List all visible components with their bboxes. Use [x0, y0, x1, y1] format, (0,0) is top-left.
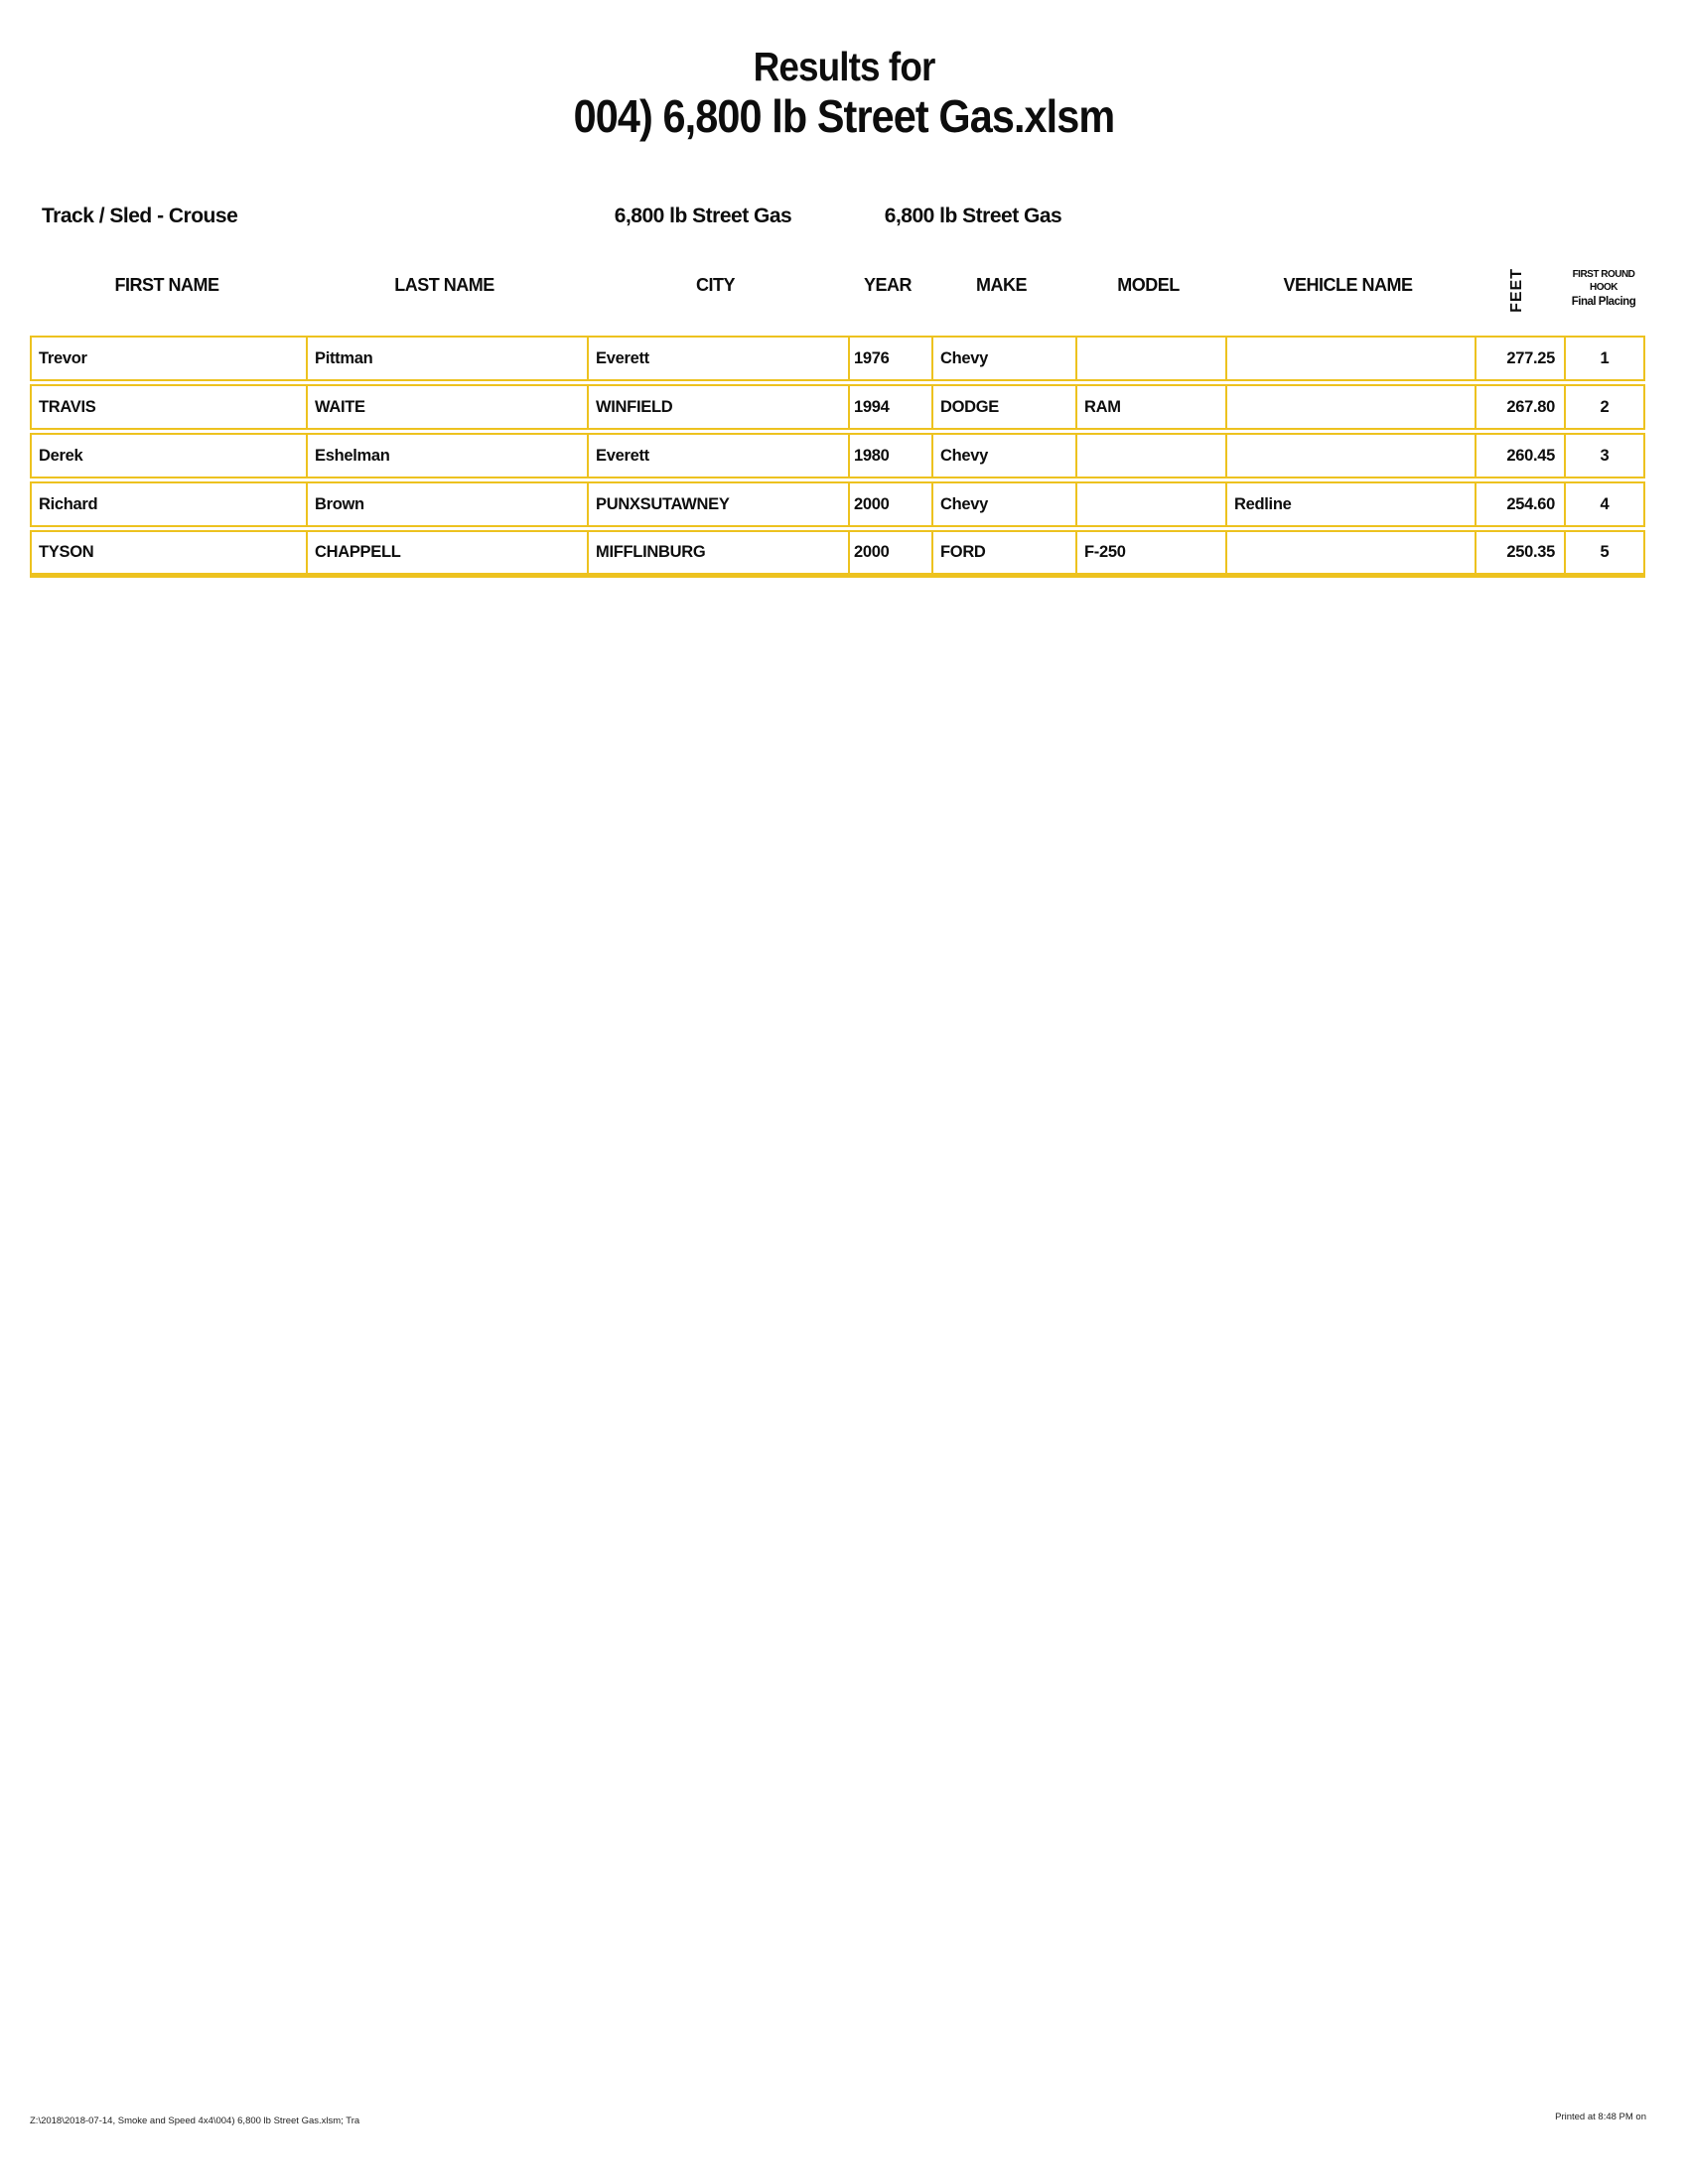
cell-model [1075, 435, 1225, 477]
table-row [30, 336, 1645, 381]
page-title-line2: 004) 6,800 lb Street Gas.xlsm [573, 90, 1115, 142]
cell-vehicle-name [1225, 435, 1475, 477]
track-sled-label: Track / Sled - Crouse [42, 205, 238, 227]
class-name-left: 6,800 lb Street Gas [614, 205, 792, 227]
cell-city: PUNXSUTAWNEY [587, 483, 848, 525]
header-make: MAKE [976, 274, 1027, 295]
cell-vehicle-name: Redline [1225, 483, 1475, 525]
class-name-right: 6,800 lb Street Gas [884, 205, 1062, 227]
page-title-line1: Results for [753, 44, 935, 89]
table-row [30, 530, 1645, 578]
header-placing-line3: Final Placing [1571, 295, 1636, 308]
cell-last-name: Brown [306, 483, 587, 525]
cell-vehicle-name [1225, 532, 1475, 573]
cell-feet: 267.80 [1475, 386, 1564, 428]
table-header-row [30, 250, 1645, 334]
cell-make: Chevy [931, 483, 1075, 525]
cell-vehicle-name [1225, 338, 1475, 379]
cell-vehicle-name [1225, 386, 1475, 428]
cell-first-name: TRAVIS [39, 397, 96, 416]
table-row [30, 481, 1645, 527]
cell-first-name: Trevor [39, 348, 87, 367]
header-vehicle-name: VEHICLE NAME [1283, 274, 1413, 295]
cell-model: F-250 [1075, 532, 1225, 573]
feet-vertical-label: FEET [1508, 267, 1525, 313]
cell-model [1075, 338, 1225, 379]
cell-last-name: Pittman [306, 338, 587, 379]
table-row [30, 384, 1645, 430]
cell-city: MIFFLINBURG [587, 532, 848, 573]
header-model: MODEL [1117, 274, 1180, 295]
cell-year: 1980 [848, 435, 931, 477]
cell-city: Everett [587, 435, 848, 477]
header-final-placing [1562, 250, 1645, 334]
cell-model [1075, 483, 1225, 525]
header-placing-line2: HOOK [1590, 282, 1618, 294]
cell-make: Chevy [931, 435, 1075, 477]
header-placing-line1: FIRST ROUND [1572, 268, 1635, 280]
table-row [30, 433, 1645, 478]
header-city: CITY [695, 274, 735, 295]
cell-year: 2000 [848, 483, 931, 525]
cell-last-name: CHAPPELL [306, 532, 587, 573]
footer-file-path: Z:\2018\2018-07-14, Smoke and Speed 4x4\004) 6,800 lb Street Gas.xlsm; Tra [30, 2116, 360, 2126]
cell-model: RAM [1075, 386, 1225, 428]
cell-first-name: Derek [39, 446, 83, 465]
cell-first-name: Richard [39, 494, 98, 513]
cell-make: Chevy [931, 338, 1075, 379]
header-last-name: LAST NAME [394, 274, 494, 295]
cell-year: 2000 [848, 532, 931, 573]
cell-final-placing: 4 [1564, 483, 1643, 525]
cell-city: WINFIELD [587, 386, 848, 428]
cell-year: 1994 [848, 386, 931, 428]
cell-first-name: TYSON [39, 543, 94, 561]
cell-make: DODGE [931, 386, 1075, 428]
cell-feet: 254.60 [1475, 483, 1564, 525]
cell-final-placing: 2 [1564, 386, 1643, 428]
header-year: YEAR [863, 274, 912, 295]
cell-final-placing: 3 [1564, 435, 1643, 477]
cell-city: Everett [587, 338, 848, 379]
cell-last-name: Eshelman [306, 435, 587, 477]
cell-last-name: WAITE [306, 386, 587, 428]
cell-feet: 277.25 [1475, 338, 1564, 379]
cell-make: FORD [931, 532, 1075, 573]
header-feet [1473, 250, 1562, 334]
cell-feet: 260.45 [1475, 435, 1564, 477]
header-first-name: FIRST NAME [114, 274, 219, 295]
cell-feet: 250.35 [1475, 532, 1564, 573]
cell-final-placing: 5 [1564, 532, 1643, 573]
cell-year: 1976 [848, 338, 931, 379]
cell-final-placing: 1 [1564, 338, 1643, 379]
results-table-body [30, 336, 1645, 581]
footer-printed-at: Printed at 8:48 PM on [1555, 2112, 1646, 2122]
